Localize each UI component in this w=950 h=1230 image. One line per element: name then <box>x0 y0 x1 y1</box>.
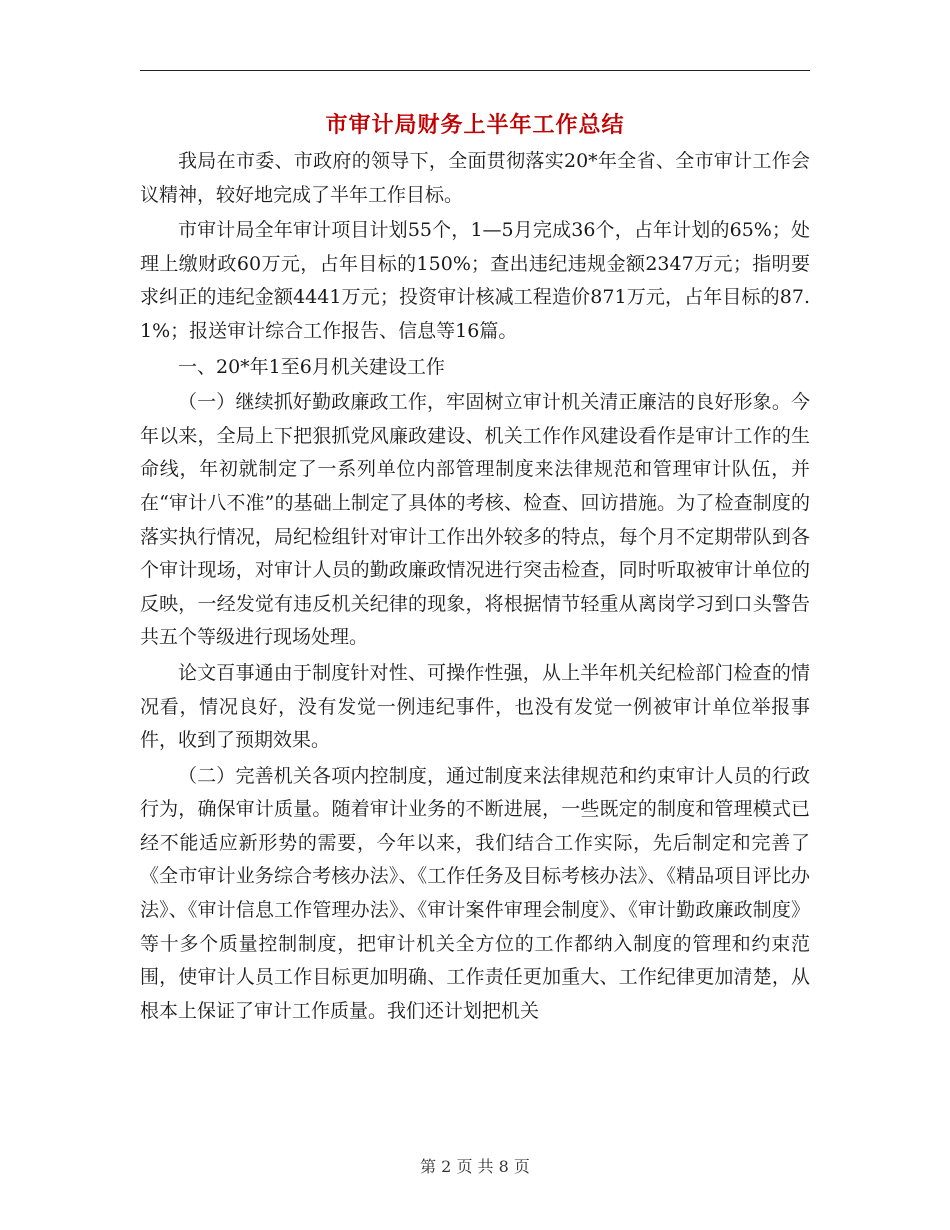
header-rule <box>140 70 810 71</box>
paragraph-statistics: 市审计局全年审计项目计划55个，1—5月完成36个，占年计划的65%；处理上缴财政60万元，占年目标的150%；查出违纪违规金额2347万元；指明要求纠正的违纪金额4441万元；投资审计核减工程造价871万元，占年目标的87.1%；报送审计综合工作报告、信息等16篇。 <box>140 219 810 342</box>
document-title: 市审计局财务上半年工作总结 <box>325 112 625 138</box>
paragraph-results: 论文百事通由于制度针对性、可操作性强，从上半年机关纪检部门检查的情况看，情况良好，没有发觉一例违纪事件，也没有发觉一例被审计单位举报事件，收到了预期效果。 <box>140 661 810 752</box>
paragraph-controls: （二）完善机关各项内控制度，通过制度来法律规范和约束审计人员的行政行为，确保审计质量。随着审计业务的不断进展，一些既定的制度和管理模式已经不能适应新形势的需要，今年以来，我们结合工作实际，先后制定和完善了《全市审计业务综合考核办法》、《工作任务及目标考核办法》、《精品项目评比办法》、《审计信息工作管理办法》、《审计案件审理会制度》、《审计勤政廉政制度》等十多个质量控制制度，把审计机关全方位的工作都纳入制度的管理和约束范围，使审计人员工作目标更加明确、工作责任更加重大、工作纪律更加清楚，从根本上保证了审计工作质量。我们还计划把机关 <box>140 764 810 1022</box>
paragraph-intro: 我局在市委、市政府的领导下，全面贯彻落实20*年全省、全市审计工作会议精神，较好地完成了半年工作目标。 <box>140 150 810 206</box>
document-body <box>140 145 810 1030</box>
paragraph-integrity: （一）继续抓好勤政廉政工作，牢固树立审计机关清正廉洁的良好形象。今年以来，全局上下把狠抓党风廉政建设、机关工作作风建设看作是审计工作的生命线，年初就制定了一系列单位内部管理制度来法律规范和管理审计队伍，并在“审计八不准”的基础上制定了具体的考核、检查、回访措施。为了检查制度的落实执行情况，局纪检组针对审计工作出外较多的特点，每个月不定期带队到各个审计现场，对审计人员的勤政廉政情况进行突击检查，同时听取被审计单位的反映，一经发觉有违反机关纪律的现象，将根据情节轻重从离岗学习到口头警告共五个等级进行现场处理。 <box>140 391 810 649</box>
page-number: 第 2 页 共 8 页 <box>420 1157 530 1176</box>
section-heading: 一、20*年1至6月机关建设工作 <box>178 355 445 378</box>
